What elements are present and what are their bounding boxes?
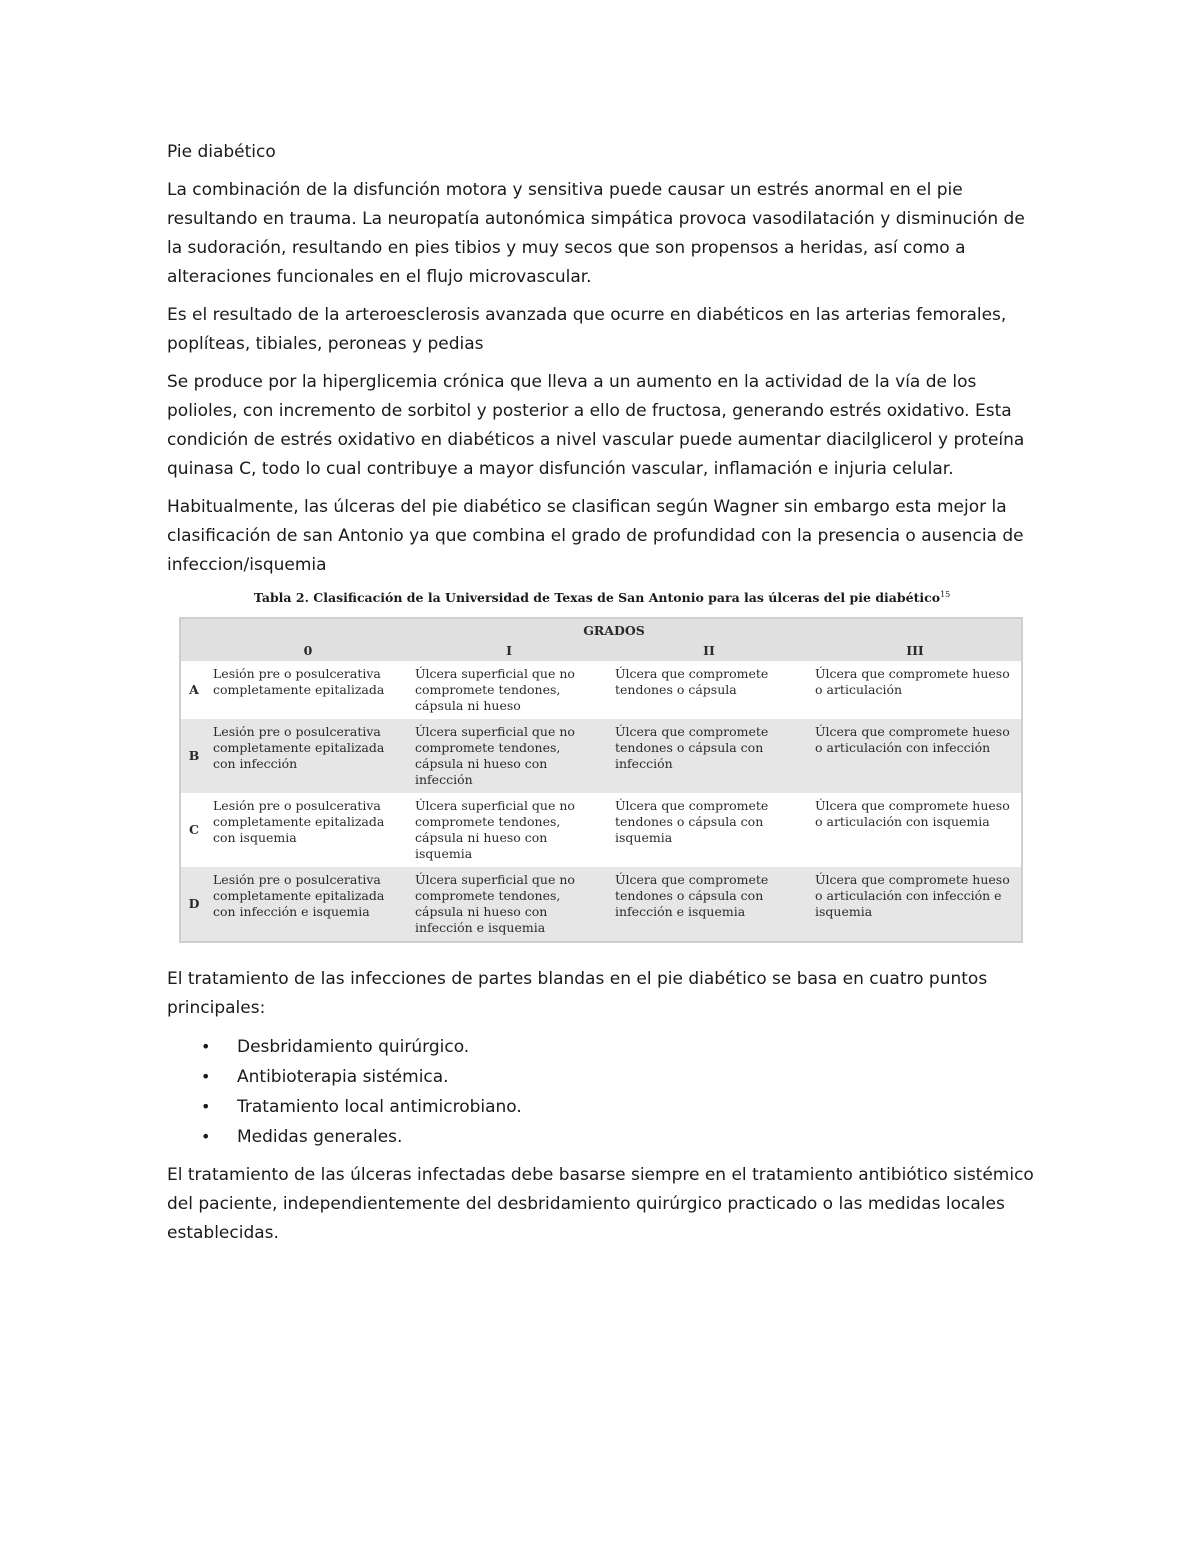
table-cell: Úlcera que compromete tendones o cápsula xyxy=(609,661,809,719)
table-cell: Úlcera que compromete hueso o articulación xyxy=(809,661,1022,719)
table-caption-reference: 15 xyxy=(940,590,951,599)
san-antonio-classification-table xyxy=(179,617,1023,943)
bullet-icon: • xyxy=(201,1067,211,1087)
table-row-d xyxy=(180,867,1022,942)
grade-header-1: I xyxy=(409,641,609,661)
bullet-icon: • xyxy=(201,1097,211,1117)
paragraph-classification: Habitualmente, las úlceras del pie diabético se clasifican según Wagner sin embargo esta mejor la clasificación de san Antonio ya que combina el grado de profundidad con la presencia o ausencia de infeccion/isquemia xyxy=(167,497,1024,575)
bullet-icon: • xyxy=(201,1037,211,1057)
grade-header-0: 0 xyxy=(207,641,409,661)
table-cell: Lesión pre o posulcerativa completamente epitalizada xyxy=(207,661,409,719)
document-title: Pie diabético xyxy=(167,142,276,162)
table-corner-cell-lower xyxy=(180,641,207,661)
table-cell: Úlcera que compromete tendones o cápsula con isquemia xyxy=(609,793,809,867)
table-row-b xyxy=(180,719,1022,793)
table-corner-cell xyxy=(180,618,207,641)
table-caption xyxy=(167,590,1037,605)
table-cell: Úlcera que compromete hueso o articulación con isquemia xyxy=(809,793,1022,867)
table-caption-text: Tabla 2. Clasificación de la Universidad de Texas de San Antonio para las úlceras del pie diabético xyxy=(253,590,941,606)
table-cell: Úlcera que compromete tendones o cápsula con infección xyxy=(609,719,809,793)
document-page xyxy=(167,138,1037,1257)
list-item-text: Desbridamiento quirúrgico. xyxy=(237,1037,470,1058)
table-grades-header: GRADOS xyxy=(207,618,1022,641)
list-item-text: Tratamiento local antimicrobiano. xyxy=(237,1097,522,1118)
list-item-text: Medidas generales. xyxy=(237,1127,403,1148)
row-label-a: A xyxy=(180,661,207,719)
paragraph-closing: El tratamiento de las úlceras infectadas debe basarse siempre en el tratamiento antibiótico sistémico del paciente, independientemente del desbridamiento quirúrgico practicado o las medidas locales establecidas. xyxy=(167,1165,1034,1244)
grade-header-2: II xyxy=(609,641,809,661)
paragraph-arteriosclerosis: Es el resultado de la arteroesclerosis avanzada que ocurre en diabéticos en las arterias femorales, poplíteas, tibiales, peroneas y pedias xyxy=(167,305,1007,354)
table-cell: Lesión pre o posulcerativa completamente epitalizada con infección xyxy=(207,719,409,793)
row-label-b: B xyxy=(180,719,207,793)
table-cell: Úlcera que compromete tendones o cápsula con infección e isquemia xyxy=(609,867,809,942)
table-cell: Lesión pre o posulcerativa completamente epitalizada con isquemia xyxy=(207,793,409,867)
paragraph-hyperglycemia: Se produce por la hiperglicemia crónica que lleva a un aumento en la actividad de la vía de los polioles, con incremento de sorbitol y posterior a ello de fructosa, generando estrés oxidativo. Esta condición de estrés oxidativo en diabéticos a nivel vascular puede aumentar diacilglicerol y proteína quinasa C, todo lo cual contribuye a mayor disfunción vascular, inflamación e injuria celular. xyxy=(167,372,1025,479)
table-cell: Úlcera superficial que no compromete tendones, cápsula ni hueso con infección xyxy=(409,719,609,793)
list-item xyxy=(167,1032,1037,1062)
treatment-points-list xyxy=(167,1032,1037,1152)
list-item-text: Antibioterapia sistémica. xyxy=(237,1067,449,1088)
paragraph-neuropathy: La combinación de la disfunción motora y sensitiva puede causar un estrés anormal en el pie resultando en trauma. La neuropatía autonómica simpática provoca vasodilatación y disminución de la sudoración, resultando en pies tibios y muy secos que son propensos a heridas, así como a alteraciones funcionales en el flujo microvascular. xyxy=(167,180,1025,287)
table-cell: Úlcera que compromete hueso o articulación con infección xyxy=(809,719,1022,793)
table-cell: Úlcera que compromete hueso o articulación con infección e isquemia xyxy=(809,867,1022,942)
row-label-d: D xyxy=(180,867,207,942)
table-cell: Úlcera superficial que no compromete tendones, cápsula ni hueso xyxy=(409,661,609,719)
table-row-c xyxy=(180,793,1022,867)
bullet-icon: • xyxy=(201,1127,211,1147)
row-label-c: C xyxy=(180,793,207,867)
table-grade-header-row xyxy=(180,641,1022,661)
paragraph-treatment-intro: El tratamiento de las infecciones de partes blandas en el pie diabético se basa en cuatro puntos principales: xyxy=(167,969,988,1019)
list-item xyxy=(167,1122,1037,1152)
list-item xyxy=(167,1092,1037,1122)
table-cell: Lesión pre o posulcerativa completamente epitalizada con infección e isquemia xyxy=(207,867,409,942)
table-group-header-row xyxy=(180,618,1022,641)
table-row-a xyxy=(180,661,1022,719)
table-cell: Úlcera superficial que no compromete tendones, cápsula ni hueso con infección e isquemia xyxy=(409,867,609,942)
list-item xyxy=(167,1062,1037,1092)
grade-header-3: III xyxy=(809,641,1022,661)
table-cell: Úlcera superficial que no compromete tendones, cápsula ni hueso con isquemia xyxy=(409,793,609,867)
